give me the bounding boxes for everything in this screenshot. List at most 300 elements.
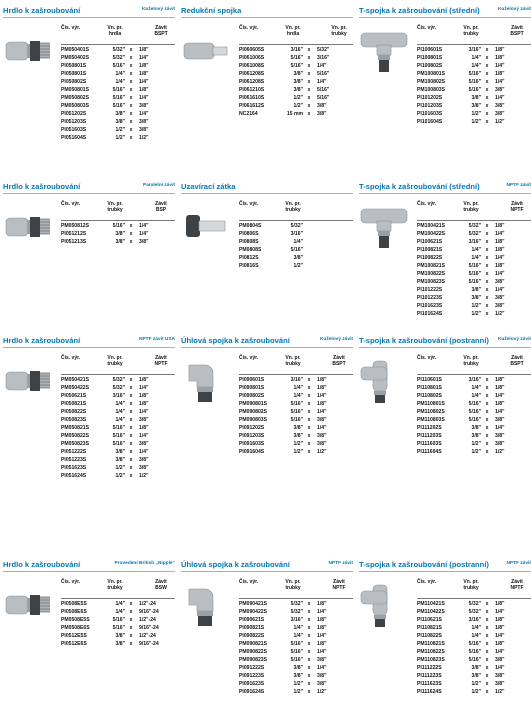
part-number: PI0508E5S [61,601,87,607]
thread-type-label: NPTF závit USA [139,337,175,342]
table-row [417,616,531,624]
product-table [417,376,531,456]
multiply-sign: x [485,609,489,615]
table-row [239,648,353,656]
part-number: PM090422S [239,609,268,615]
part-number: PI100802S [417,63,443,69]
thread-size: 1/8" [317,641,327,647]
part-number: PM090821S [239,641,268,647]
table-row [239,656,353,664]
thread-type-label: NPTF závit [506,183,531,188]
table-row [417,70,531,78]
tube-size: 3/16" [468,47,481,53]
part-number: PM050402S [61,55,90,61]
part-number: PM090801S [239,401,268,407]
multiply-sign: x [485,47,489,53]
tube-size: 1/2" [471,311,481,317]
part-number: PI061610S [239,95,265,101]
column-header-thread: Závit NPTF [332,579,346,591]
tube-size: 1/2" [471,689,481,695]
tube-size: 5/32" [290,223,303,229]
tube-size: 3/8" [471,673,481,679]
tube-size: 3/16" [290,617,303,623]
column-header-code: Čís. výr. [417,355,437,361]
thread-size: 3/8" [495,103,505,109]
multiply-sign: x [485,63,489,69]
table-header [61,579,175,599]
multiply-sign: x [485,601,489,607]
part-number: PM0804S [239,223,262,229]
table-row [239,230,353,238]
header-divider [61,374,175,375]
tube-size: 1/2" [293,689,303,695]
tube-size: 3/16" [290,47,303,53]
thread-size: 1/8" [495,617,505,623]
multiply-sign: x [307,393,311,399]
product-block [3,336,175,479]
tube-size: 3/16" [112,393,125,399]
part-number: PM050812S [61,223,90,229]
tee-side-bspt-image [359,355,409,405]
part-number: PI090601S [239,377,265,383]
tube-size: 1/4" [471,247,481,253]
table-row [417,270,531,278]
tee-middle-bspt-image [359,25,409,75]
table-row [61,70,175,78]
tube-size: 1/2" [471,119,481,125]
thread-size: 1/4" [495,409,505,415]
tube-size: 1/2" [293,95,303,101]
table-row [239,46,353,54]
thread-size: 1/4" [139,231,149,237]
tube-size: 3/8" [115,449,125,455]
thread-size: 1/8" [139,71,149,77]
thread-size: 3/8" [317,111,327,117]
part-number: PM110822S [417,649,445,655]
part-number: PI051202S [61,111,87,117]
multiply-sign: x [129,473,133,479]
part-number: PI091223S [239,673,265,679]
multiply-sign: x [485,673,489,679]
tube-size: 1/4" [293,385,303,391]
thread-size: 3/8" [495,279,505,285]
multiply-sign: x [485,79,489,85]
table-row [61,238,175,246]
thread-size: 3/8" [139,119,149,125]
multiply-sign: x [485,263,489,269]
product-block [181,560,353,695]
product-block [359,560,531,695]
table-row [417,416,531,424]
product-table [61,600,175,648]
thread-size: 1/8" [317,617,327,623]
part-number: PM110421S [417,601,445,607]
part-number: PI100821S [417,247,443,253]
multiply-sign: x [307,433,311,439]
table-row [61,616,175,624]
thread-size: 1/4" [139,95,149,101]
tube-size: 3/8" [471,425,481,431]
thread-type-label: Kuželový závit [141,7,175,12]
table-row [417,656,531,664]
part-number: PI051212S [61,231,87,237]
table-row [61,230,175,238]
thread-size: 1/4" [495,633,505,639]
header-divider [61,44,175,45]
tube-size: 3/8" [471,103,481,109]
thread-size: 3/16" [317,55,330,61]
tube-size: 3/16" [468,239,481,245]
table-row [417,62,531,70]
thread-size: 1/4" [139,55,149,61]
thread-size: 3/8" [139,465,149,471]
table-header [61,25,175,45]
part-number: PM100803S [417,87,446,93]
thread-size: 5/16" [317,95,330,101]
multiply-sign: x [307,377,311,383]
thread-size: 1/8" [495,239,505,245]
part-number: PI061210S [239,87,265,93]
tube-size: 5/32" [112,377,125,383]
table-row [239,432,353,440]
multiply-sign: x [129,239,133,245]
tube-size: 3/8" [115,231,125,237]
multiply-sign: x [485,255,489,261]
multiply-sign: x [129,625,133,631]
table-row [417,294,531,302]
part-number: PI111604S [417,449,442,455]
table-row [239,416,353,424]
column-header-code: Čís. výr. [417,201,437,207]
table-row [239,632,353,640]
thread-size: 1/4" [495,287,505,293]
tube-size: 3/8" [115,633,125,639]
part-number: PI0808S [239,239,259,245]
header-divider [61,220,175,221]
multiply-sign: x [485,681,489,687]
product-block [359,182,531,317]
part-number: PI101623S [417,303,443,309]
table-header [239,201,353,221]
table-row [417,648,531,656]
tube-size: 3/16" [468,617,481,623]
header-divider [417,44,531,45]
thread-size: 1/4" [495,665,505,671]
tube-size: 5/16" [290,641,303,647]
tube-size: 1/2" [471,681,481,687]
thread-size: 3/8" [317,673,327,679]
tube-size: 1/2" [115,127,125,133]
part-number: PI061006S [239,55,265,61]
tube-size: 5/16" [468,409,481,415]
tube-size: 1/4" [471,63,481,69]
tube-size: 5/16" [468,401,481,407]
thread-size: 3/8" [139,239,149,245]
table-row [417,392,531,400]
part-number: PI101624S [417,311,443,317]
tube-size: 5/16" [468,71,481,77]
table-row [417,384,531,392]
tube-size: 3/8" [293,79,303,85]
thread-size: 1/8" [495,71,505,77]
multiply-sign: x [307,681,311,687]
product-title: T-spojka k zašroubování (postranní) [359,560,489,569]
thread-size: 1/8" [495,47,505,53]
product-title: Hrdlo k zašroubování [3,336,81,345]
product-table [61,46,175,142]
multiply-sign: x [485,417,489,423]
column-header-tube: Vn. pr. trubky [463,201,479,213]
thread-size: 3/8" [495,87,505,93]
tube-size: 5/32" [290,601,303,607]
product-title: Redukční spojka [181,6,242,15]
product-block [181,336,353,455]
part-number: PM090802S [239,409,268,415]
tube-size: 5/16" [468,279,481,285]
product-title: Úhlová spojka k zašroubování [181,336,290,345]
part-number: PI050801S [61,71,87,77]
tube-size: 5/16" [468,641,481,647]
part-number: PI111222S [417,665,442,671]
multiply-sign: x [129,425,133,431]
table-row [61,118,175,126]
part-number: PM100421S [417,223,446,229]
tube-size: 5/16" [468,649,481,655]
tube-size: 5/16" [290,409,303,415]
multiply-sign: x [129,457,133,463]
table-row [239,440,353,448]
multiply-sign: x [485,665,489,671]
part-number: PI090821S [239,625,265,631]
multiply-sign: x [129,433,133,439]
thread-type-label: Kuželový závit [497,337,531,342]
tube-size: 3/8" [293,433,303,439]
multiply-sign: x [307,633,311,639]
table-row [61,424,175,432]
thread-size: 9/16"-24 [139,609,159,615]
table-row [417,238,531,246]
multiply-sign: x [307,401,311,407]
table-row [61,400,175,408]
multiply-sign: x [485,71,489,77]
multiply-sign: x [307,63,311,69]
part-number: PI0512E5S [61,633,87,639]
multiply-sign: x [485,103,489,109]
tube-size: 1/4" [293,625,303,631]
multiply-sign: x [129,71,133,77]
part-number: PI090822S [239,633,265,639]
tube-size: 1/2" [293,449,303,455]
reducer-image [181,25,231,75]
table-row [417,86,531,94]
thread-size: 3/8" [495,673,505,679]
part-number: PI051222S [61,449,87,455]
multiply-sign: x [485,425,489,431]
part-number: PI111202S [417,425,442,431]
thread-type-label: Kuželový závit [319,337,353,342]
part-number: PM100801S [417,71,446,77]
thread-size: 3/8" [495,111,505,117]
column-header-tube: Vn. pr. trubky [107,579,123,591]
thread-size: 1/2" [139,135,149,141]
table-row [239,62,353,70]
title-divider [3,571,175,572]
thread-size: 1/8" [139,87,149,93]
table-row [417,632,531,640]
column-header-code: Čís. výr. [61,579,81,585]
table-header [417,355,531,375]
part-number: PM050801S [61,87,90,93]
plug-image [181,201,231,251]
part-number: PI061208S [239,79,265,85]
tube-size: 5/16" [290,55,303,61]
multiply-sign: x [485,409,489,415]
tube-size: 3/8" [115,457,125,463]
tube-size: 5/16" [290,63,303,69]
multiply-sign: x [485,657,489,663]
thread-size: 1/4" [139,111,149,117]
multiply-sign: x [307,609,311,615]
table-row [239,408,353,416]
tube-size: 3/8" [293,71,303,77]
column-header-tube: Vn. pr. trubky [107,201,123,213]
part-number: PM090823S [239,657,268,663]
column-header-thread: Závit BSP [155,201,167,213]
thread-size: 1/4" [317,633,327,639]
tube-size: 3/8" [115,641,125,647]
thread-type-label: NPTF závit [328,561,353,566]
title-divider [3,17,175,18]
column-header-code: Čís. výr. [61,201,81,207]
part-number: PI110821S [417,625,442,631]
multiply-sign: x [485,223,489,229]
table-row [417,310,531,318]
multiply-sign: x [307,665,311,671]
thread-size: 1/2" [495,449,505,455]
column-header-tube: Vn. pr. trubky [463,355,479,367]
thread-size: 1/8" [139,47,149,53]
part-number: PM0508E5S [61,617,90,623]
thread-size: 5/16" [317,71,330,77]
part-number: PI051624S [61,473,87,479]
table-row [61,432,175,440]
thread-size: 1/4" [139,433,149,439]
table-row [239,400,353,408]
multiply-sign: x [485,87,489,93]
thread-size: 3/8" [317,417,327,423]
table-row [61,54,175,62]
table-row [417,624,531,632]
part-number: PI091603S [239,441,265,447]
product-block [3,182,175,245]
table-header [61,355,175,375]
part-number: PM050802S [61,95,90,101]
thread-size: 1/8" [495,223,505,229]
multiply-sign: x [307,71,311,77]
part-number: PI110802S [417,393,442,399]
multiply-sign: x [129,111,133,117]
part-number: PI0508E6S [61,609,87,615]
table-header [417,201,531,221]
thread-size: 1/4" [495,95,505,101]
title-divider [3,347,175,348]
product-block [359,336,531,455]
thread-size: 3/8" [495,417,505,423]
product-table [417,222,531,318]
thread-size: 1/4" [495,63,505,69]
column-header-thread: Závit BSPT [332,355,346,367]
tube-size: 5/16" [468,417,481,423]
table-row [61,384,175,392]
multiply-sign: x [307,601,311,607]
part-number: NC2164 [239,111,258,117]
tube-size: 1/2" [293,681,303,687]
thread-size: 3/8" [139,441,149,447]
multiply-sign: x [485,247,489,253]
part-number: PM090803S [239,417,268,423]
part-number: PI101604S [417,119,443,125]
product-table [239,600,353,696]
tube-size: 5/32" [112,55,125,61]
multiply-sign: x [485,287,489,293]
tube-size: 1/4" [115,79,125,85]
thread-size: 1/4" [495,609,505,615]
tube-size: 5/16" [468,87,481,93]
part-number: PM100821S [417,263,446,269]
part-number: PI060605S [239,47,265,53]
table-row [61,110,175,118]
multiply-sign: x [485,119,489,125]
thread-size: 3/8" [495,303,505,309]
thread-size: 1/4" [317,425,327,431]
multiply-sign: x [485,689,489,695]
thread-size: 1/2" [317,449,327,455]
multiply-sign: x [129,393,133,399]
part-number: PI101203S [417,103,443,109]
part-number: PI101223S [417,295,443,301]
multiply-sign: x [485,303,489,309]
part-number: PI0812S [239,255,259,261]
title-divider [181,571,353,572]
product-title: T-spojka k zašroubování (postranní) [359,336,489,345]
tube-size: 1/4" [115,601,125,607]
thread-size: 3/8" [317,681,327,687]
tube-size: 5/32" [468,601,481,607]
part-number: PI050822S [61,409,87,415]
table-row [417,102,531,110]
tube-size: 5/32" [468,231,481,237]
multiply-sign: x [129,409,133,415]
multiply-sign: x [485,649,489,655]
part-number: PM050421S [61,377,90,383]
part-number: PI101603S [417,111,443,117]
header-divider [239,598,353,599]
multiply-sign: x [307,95,311,101]
table-row [61,448,175,456]
multiply-sign: x [485,401,489,407]
part-number: PI100801S [417,55,443,61]
thread-size: 1/4" [139,409,149,415]
tube-size: 1/4" [293,633,303,639]
title-divider [181,193,353,194]
tube-size: 3/8" [471,295,481,301]
tube-size: 3/8" [115,119,125,125]
part-number: PI100822S [417,255,443,261]
part-number: PI090801S [239,385,265,391]
multiply-sign: x [307,425,311,431]
column-header-tube: Vn. pr. trubky [285,355,301,367]
title-divider [359,193,531,194]
